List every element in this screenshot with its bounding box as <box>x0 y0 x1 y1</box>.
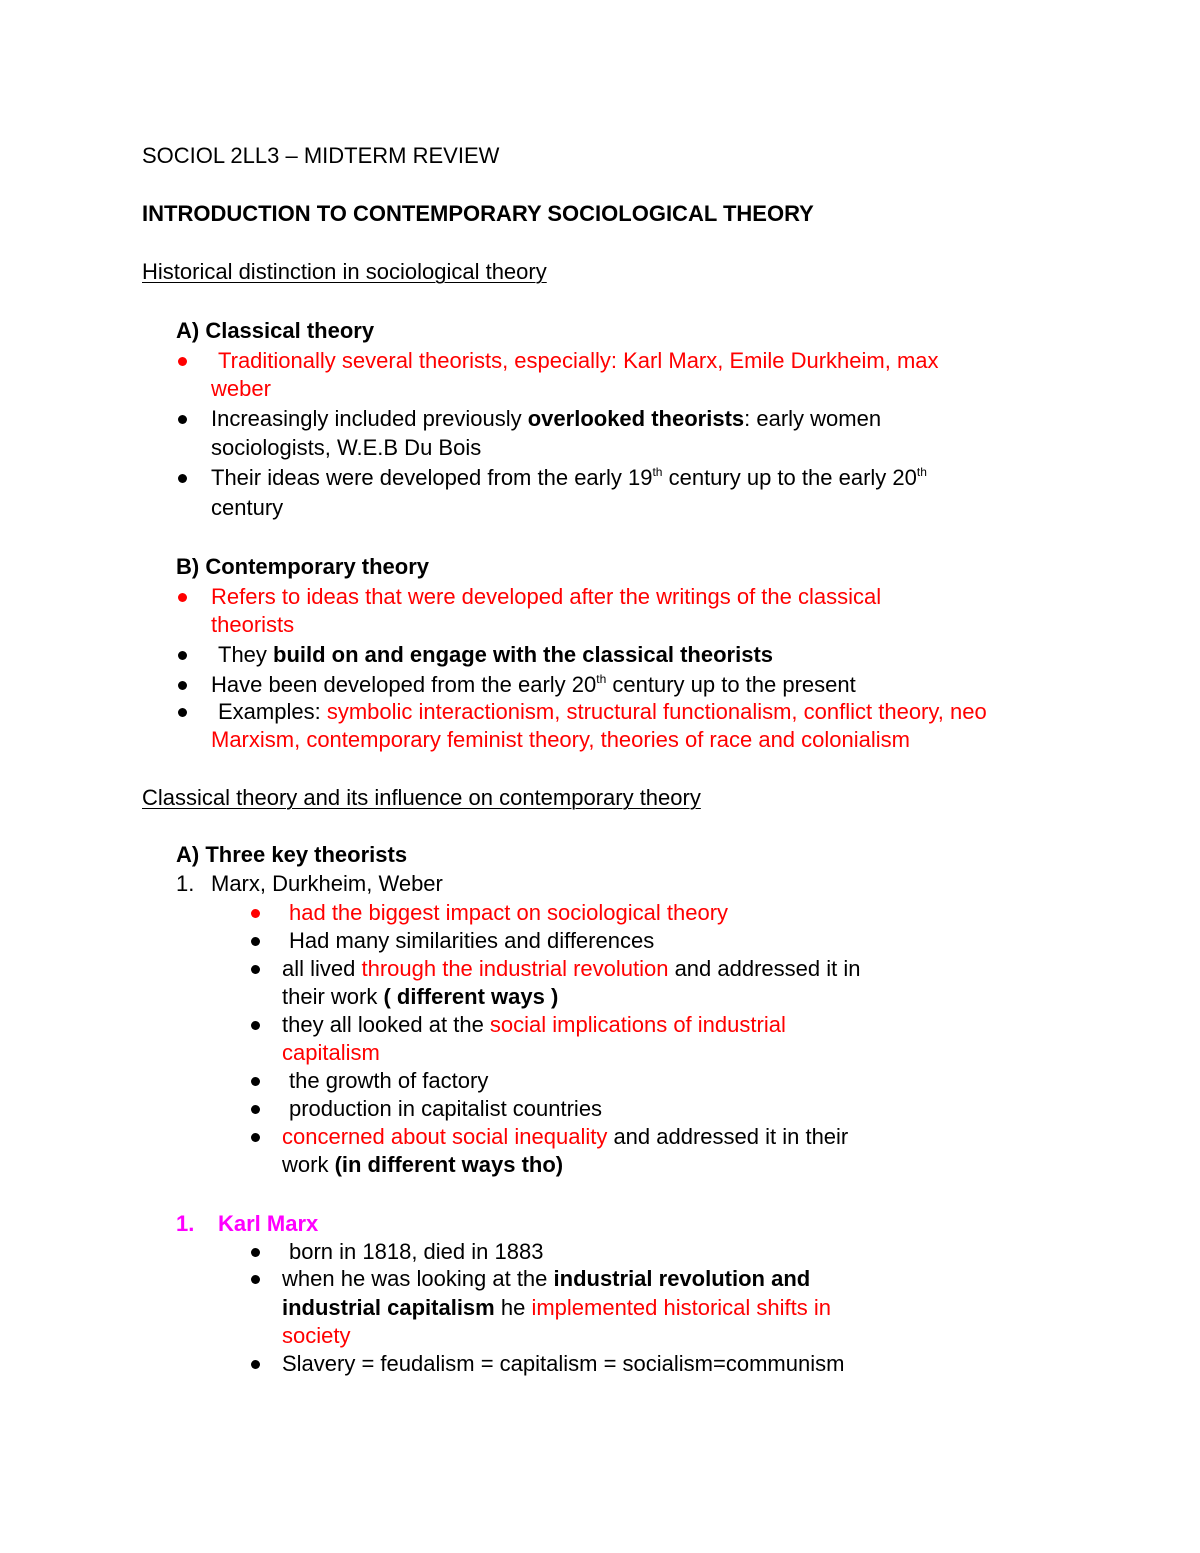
bullet-icon <box>251 1021 260 1030</box>
course-header: SOCIOL 2LL3 – MIDTERM REVIEW <box>142 143 500 168</box>
bullet-icon <box>178 474 187 483</box>
document-title: INTRODUCTION TO CONTEMPORARY SOCIOLOGICAL THEORY <box>142 201 814 226</box>
bold-text-run: industrial capitalism <box>282 1295 495 1320</box>
contemporary-bullet-4-line-1 <box>218 699 987 725</box>
bullet-icon <box>178 651 187 660</box>
classical-bullet-3-line-1 <box>211 465 927 491</box>
bullet-icon <box>251 1077 260 1086</box>
red-text-run: symbolic interactionism, structural functionalism, conflict theory, neo <box>326 699 987 724</box>
list-item-marx-durkheim-weber: Marx, Durkheim, Weber <box>211 871 443 896</box>
contemporary-bullet-3 <box>211 672 856 698</box>
subheading-three-key-theorists: A) Three key theorists <box>176 842 408 867</box>
superscript: th <box>916 465 927 479</box>
text-run: They <box>218 642 274 667</box>
red-text-run: concerned about social inequality <box>282 1124 608 1149</box>
classical-bullet-3-line-2: century <box>211 495 284 520</box>
classical-bullet-1-line-2: weber <box>211 376 271 401</box>
text-run: century up to the present <box>606 672 856 697</box>
text-run: they all looked at the <box>282 1012 490 1037</box>
marx-bullet-3: Slavery = feudalism = capitalism = socialism=communism <box>282 1351 845 1376</box>
text-run: their work <box>282 984 384 1009</box>
text-run: Examples: <box>218 699 327 724</box>
theorists-bullet-7-line-1 <box>282 1124 848 1150</box>
contemporary-bullet-1-line-1: Refers to ideas that were developed after the writings of the classical <box>211 584 882 609</box>
contemporary-bullet-4-line-2: Marxism, contemporary feminist theory, theories of race and colonialism <box>211 727 910 752</box>
theorists-bullet-7-line-2 <box>282 1152 563 1178</box>
superscript: th <box>596 672 607 686</box>
bold-text-run: industrial revolution and <box>553 1266 811 1291</box>
list-number: 1. <box>176 871 195 896</box>
marx-bullet-2-line-1 <box>282 1266 810 1292</box>
text-run: all lived <box>282 956 362 981</box>
theorists-bullet-4-line-1 <box>282 1012 786 1038</box>
heading-karl-marx: Karl Marx <box>218 1211 319 1236</box>
text-run: and addressed it in <box>668 956 861 981</box>
theorists-bullet-2: Had many similarities and differences <box>289 928 655 953</box>
marx-bullet-2-line-2 <box>282 1295 831 1321</box>
superscript: th <box>652 465 663 479</box>
bullet-icon <box>251 1133 260 1142</box>
text-run: he <box>494 1295 532 1320</box>
red-text-run: through the industrial revolution <box>361 956 669 981</box>
bullet-icon <box>251 909 260 918</box>
text-run: Increasingly included previously <box>211 406 528 431</box>
contemporary-bullet-2 <box>218 642 773 668</box>
marx-bullet-1: born in 1818, died in 1883 <box>289 1239 544 1264</box>
section-heading-historical: Historical distinction in sociological theory <box>142 259 547 284</box>
bullet-icon <box>178 415 187 424</box>
subheading-classical-theory: A) Classical theory <box>176 318 375 343</box>
red-text-run: social implications of industrial <box>489 1012 786 1037</box>
theorists-bullet-3-line-1 <box>282 956 860 982</box>
text-run: Have been developed from the early 20 <box>211 672 597 697</box>
marx-bullet-2-line-3: society <box>282 1323 351 1348</box>
bullet-icon <box>251 1275 260 1284</box>
theorists-bullet-5: the growth of factory <box>289 1068 489 1093</box>
classical-bullet-2-line-1 <box>211 406 881 432</box>
bullet-icon <box>178 593 187 602</box>
text-run: : early women <box>744 406 882 431</box>
bullet-icon <box>251 1360 260 1369</box>
bullet-icon <box>178 708 187 717</box>
bullet-icon <box>251 965 260 974</box>
subheading-contemporary-theory: B) Contemporary theory <box>176 554 430 579</box>
bold-text-run: ( different ways ) <box>383 984 559 1009</box>
text-run: work <box>282 1152 335 1177</box>
bullet-icon <box>178 681 187 690</box>
bullet-icon <box>251 937 260 946</box>
bold-text-run: build on and engage with the classical theorists <box>273 642 774 667</box>
bold-text-run: overlooked theorists <box>527 406 745 431</box>
classical-bullet-1-line-1: Traditionally several theorists, especially: Karl Marx, Emile Durkheim, max <box>218 348 939 373</box>
text-run: century up to the early 20 <box>662 465 917 490</box>
contemporary-bullet-1-line-2: theorists <box>211 612 295 637</box>
text-run: when he was looking at the <box>282 1266 554 1291</box>
theorists-bullet-1: had the biggest impact on sociological theory <box>289 900 729 925</box>
marx-list-number: 1. <box>176 1211 195 1236</box>
bold-text-run: (in different ways tho) <box>334 1152 564 1177</box>
section-heading-classical-influence: Classical theory and its influence on contemporary theory <box>142 785 701 810</box>
red-text-run: implemented historical shifts in <box>531 1295 832 1320</box>
theorists-bullet-3-line-2 <box>282 984 558 1010</box>
text-run: and addressed it in their <box>607 1124 849 1149</box>
classical-bullet-2-line-2: sociologists, W.E.B Du Bois <box>211 435 482 460</box>
bullet-icon <box>178 357 187 366</box>
bullet-icon <box>251 1105 260 1114</box>
theorists-bullet-6: production in capitalist countries <box>289 1096 603 1121</box>
theorists-bullet-4-line-2: capitalism <box>282 1040 380 1065</box>
text-run: Their ideas were developed from the early 19 <box>211 465 653 490</box>
bullet-icon <box>251 1248 260 1257</box>
